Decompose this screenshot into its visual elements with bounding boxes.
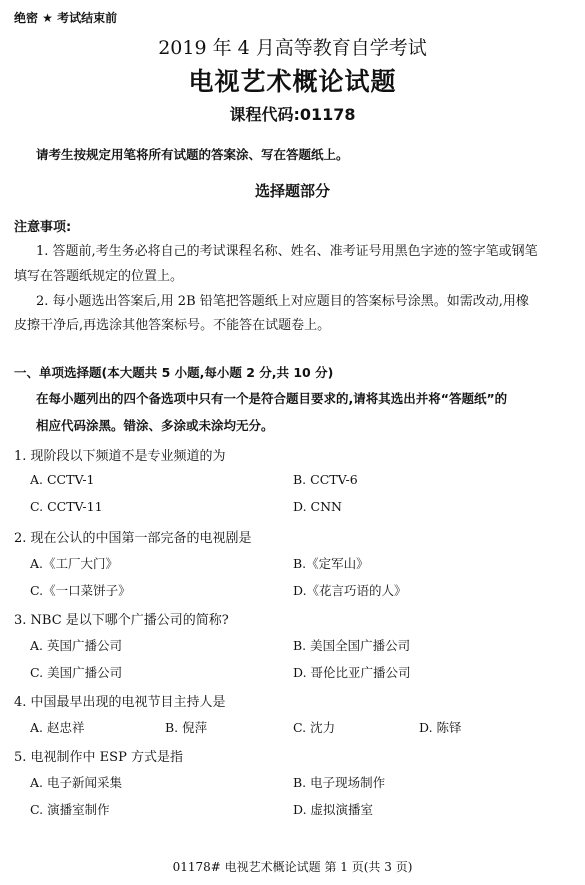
- answer-instruction: 请考生按规定用笔将所有试题的答案涂、写在答题纸上。: [36, 147, 349, 162]
- question-5-option-b: B. 电子现场制作: [293, 775, 386, 790]
- page-title: 电视艺术概论试题: [188, 67, 397, 96]
- question-3-stem: 3. NBC 是以下哪个广播公司的简称?: [14, 613, 229, 628]
- question-2-option-b: B.《定军山》: [293, 556, 369, 571]
- question-5-stem: 5. 电视制作中 ESP 方式是指: [14, 750, 183, 765]
- question-2-stem: 2. 现在公认的中国第一部完备的电视剧是: [14, 531, 252, 546]
- question-4-option-b: B. 倪萍: [165, 720, 208, 735]
- question-3-option-a: A. 英国广播公司: [30, 638, 122, 653]
- question-4-stem: 4. 中国最早出现的电视节目主持人是: [14, 695, 226, 710]
- question-4-option-a: A. 赵忠祥: [30, 720, 85, 735]
- part1-desc-line-1: 在每小题列出的四个备选项中只有一个是符合题目要求的,请将其选出并将“答题纸”的: [36, 391, 508, 406]
- question-1-stem: 1. 现阶段以下频道不是专业频道的为: [14, 449, 226, 464]
- question-5-option-c: C. 演播室制作: [30, 802, 110, 817]
- section-title: 选择题部分: [254, 182, 330, 200]
- question-1-option-d: D. CNN: [293, 499, 342, 514]
- note-1-line-2: 填写在答题纸规定的位置上。: [14, 269, 184, 284]
- question-4-option-c: C. 沈力: [293, 720, 336, 735]
- note-1-line-1: 1. 答题前,考生务必将自己的考试课程名称、姓名、准考证号用黑色字迹的签字笔或钢笔: [36, 244, 538, 259]
- question-5-option-d: D. 虚拟演播室: [293, 802, 374, 817]
- question-1-option-c: C. CCTV-11: [30, 499, 103, 514]
- question-2-option-c: C.《一口菜饼子》: [30, 583, 131, 598]
- note-2-line-1: 2. 每小题选出答案后,用 2B 铅笔把答题纸上对应题目的答案标号涂黑。如需改动,用橡: [36, 294, 529, 309]
- question-2-option-a: A.《工厂大门》: [30, 556, 119, 571]
- question-2-option-d: D.《花言巧语的人》: [293, 583, 407, 598]
- question-3-option-b: B. 美国全国广播公司: [293, 638, 411, 653]
- question-1-option-b: B. CCTV-6: [293, 472, 358, 487]
- page-footer: 01178# 电视艺术概论试题 第 1 页(共 3 页): [172, 860, 413, 874]
- part1-desc-line-2: 相应代码涂黑。错涂、多涂或未涂均无分。: [36, 418, 274, 433]
- exam-session: 2019 年 4 月高等教育自学考试: [158, 37, 427, 59]
- question-1-option-a: A. CCTV-1: [30, 472, 95, 487]
- question-5-option-a: A. 电子新闻采集: [30, 775, 122, 790]
- confidential-mark: 绝密 ★ 考试结束前: [14, 11, 118, 25]
- course-code: 课程代码:01178: [229, 105, 356, 124]
- question-3-option-d: D. 哥伦比亚广播公司: [293, 665, 411, 680]
- note-2-line-2: 皮擦干净后,再选涂其他答案标号。不能答在试题卷上。: [14, 318, 331, 333]
- part1-heading: 一、单项选择题(本大题共 5 小题,每小题 2 分,共 10 分): [14, 365, 334, 380]
- question-4-option-d: D. 陈铎: [419, 720, 462, 735]
- notes-heading: 注意事项:: [14, 220, 72, 235]
- question-3-option-c: C. 美国广播公司: [30, 665, 123, 680]
